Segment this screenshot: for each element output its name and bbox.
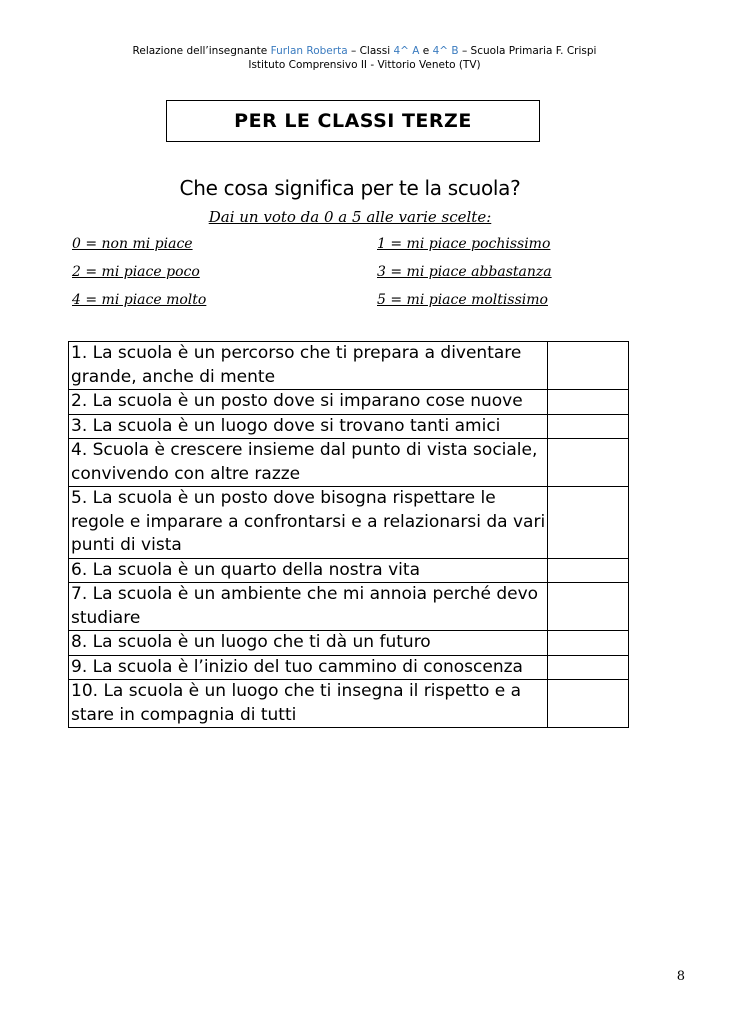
table-row — [69, 439, 629, 487]
score-cell[interactable] — [548, 583, 629, 631]
classes-label: – Classi — [347, 45, 394, 57]
score-cell[interactable] — [548, 487, 629, 559]
table-row — [69, 342, 629, 390]
class-b: 4^ B — [432, 45, 459, 57]
rating-legend — [72, 236, 572, 320]
score-cell[interactable] — [548, 342, 629, 390]
score-cell[interactable] — [548, 414, 629, 439]
item-text: 7. La scuola è un ambiente che mi annoia perché devo studiare — [69, 583, 548, 631]
legend-entry: 5 = mi piace moltissimo — [377, 292, 548, 308]
table-row — [69, 655, 629, 680]
legend-entry: 0 = non mi piace — [72, 236, 193, 252]
legend-entry: 2 = mi piace poco — [72, 264, 200, 280]
header-prefix: Relazione dell’insegnante — [132, 45, 271, 57]
legend-row — [72, 236, 572, 264]
table-row — [69, 631, 629, 656]
page-header — [0, 44, 729, 72]
class-a: 4^ A — [393, 45, 420, 57]
table-row — [69, 390, 629, 415]
header-line-2: Istituto Comprensivo II - Vittorio Veneto (TV) — [248, 59, 481, 71]
teacher-name: Furlan Roberta — [270, 45, 348, 57]
item-text: 9. La scuola è l’inizio del tuo cammino di conoscenza — [69, 655, 548, 680]
table-row — [69, 583, 629, 631]
survey-question: Che cosa significa per te la scuola? — [179, 176, 521, 200]
school-name: – Scuola Primaria F. Crispi — [458, 45, 597, 57]
score-cell[interactable] — [548, 439, 629, 487]
legend-row — [72, 264, 572, 292]
legend-row — [72, 292, 572, 320]
item-text: 5. La scuola è un posto dove bisogna rispettare le regole e imparare a confrontarsi e a relazionarsi da vari punti di vista — [69, 487, 548, 559]
item-text: 10. La scuola è un luogo che ti insegna il rispetto e a stare in compagnia di tutti — [69, 680, 548, 728]
item-text: 4. Scuola è crescere insieme dal punto di vista sociale, convivendo con altre razze — [69, 439, 548, 487]
table-row — [69, 487, 629, 559]
page-number: 8 — [676, 969, 685, 984]
score-cell[interactable] — [548, 655, 629, 680]
survey-table — [68, 341, 629, 728]
score-cell[interactable] — [548, 558, 629, 583]
conjunction: e — [419, 45, 433, 57]
legend-entry: 1 = mi piace pochissimo — [377, 236, 551, 252]
survey-instruction: Dai un voto da 0 a 5 alle varie scelte: — [208, 208, 492, 226]
score-cell[interactable] — [548, 680, 629, 728]
section-title: PER LE CLASSI TERZE — [166, 100, 540, 142]
table-row — [69, 680, 629, 728]
header-line-1 — [0, 44, 729, 58]
item-text: 8. La scuola è un luogo che ti dà un futuro — [69, 631, 548, 656]
table-row — [69, 414, 629, 439]
item-text: 6. La scuola è un quarto della nostra vita — [69, 558, 548, 583]
item-text: 2. La scuola è un posto dove si imparano cose nuove — [69, 390, 548, 415]
item-text: 3. La scuola è un luogo dove si trovano tanti amici — [69, 414, 548, 439]
legend-entry: 4 = mi piace molto — [72, 292, 207, 308]
legend-entry: 3 = mi piace abbastanza — [377, 264, 552, 280]
score-cell[interactable] — [548, 390, 629, 415]
score-cell[interactable] — [548, 631, 629, 656]
item-text: 1. La scuola è un percorso che ti prepara a diventare grande, anche di mente — [69, 342, 548, 390]
table-row — [69, 558, 629, 583]
